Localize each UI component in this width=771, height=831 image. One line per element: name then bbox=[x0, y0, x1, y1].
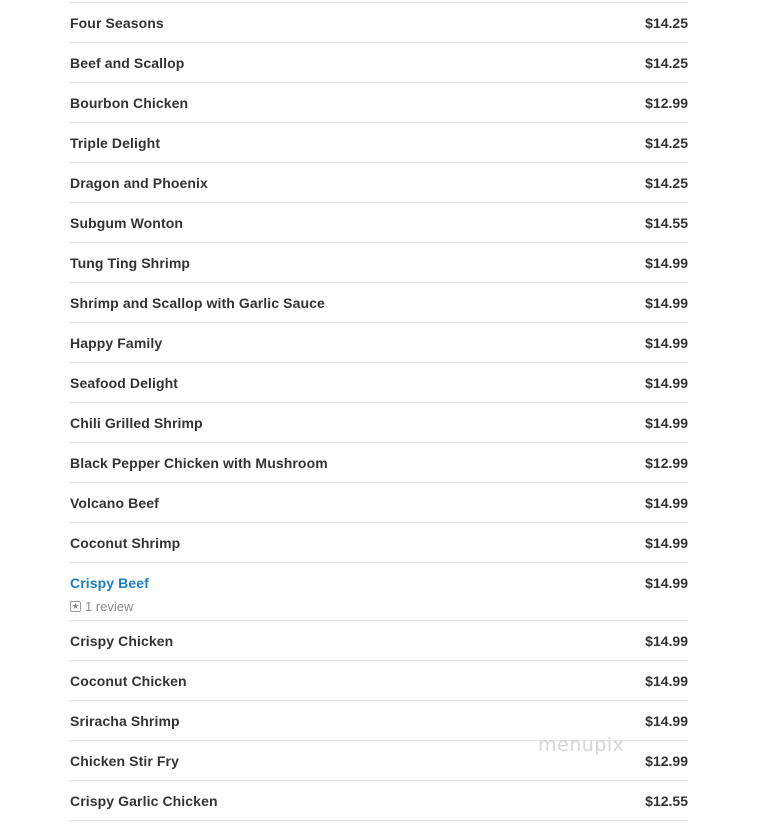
menu-item-row bbox=[69, 243, 688, 283]
menu-item-name: Coconut Chicken bbox=[70, 673, 187, 689]
menu-item-price: $12.55 bbox=[645, 793, 688, 809]
menu-list bbox=[69, 2, 688, 821]
menu-item-price: $14.25 bbox=[645, 55, 688, 71]
menu-item-name: Sriracha Shrimp bbox=[70, 713, 180, 729]
menu-item-name: Tung Ting Shrimp bbox=[70, 255, 191, 271]
menu-item-price: $14.99 bbox=[645, 295, 688, 311]
menupix-watermark: menupix bbox=[538, 734, 625, 756]
menu-item-name: Triple Delight bbox=[70, 135, 161, 151]
menu-item-row bbox=[69, 621, 688, 661]
menu-item-row bbox=[69, 483, 688, 523]
menu-item-name: Happy Family bbox=[70, 335, 163, 351]
menu-item-name: Bourbon Chicken bbox=[70, 95, 189, 111]
menu-item-price: $14.99 bbox=[645, 335, 688, 351]
menu-item-price: $14.25 bbox=[645, 175, 688, 191]
menu-item-price: $14.99 bbox=[645, 633, 688, 649]
menu-item-price: $14.99 bbox=[645, 495, 688, 511]
menu-item-name: Dragon and Phoenix bbox=[70, 175, 208, 191]
menu-item-row bbox=[69, 123, 688, 163]
menu-item-price: $14.99 bbox=[645, 575, 688, 591]
menu-item-price: $14.55 bbox=[645, 215, 688, 231]
menu-item-price: $12.99 bbox=[645, 455, 688, 471]
menu-item-price: $14.99 bbox=[645, 673, 688, 689]
menu-item-row bbox=[69, 203, 688, 243]
menu-item-row bbox=[69, 323, 688, 363]
star-review-icon bbox=[70, 601, 81, 612]
menu-item-name: Four Seasons bbox=[70, 15, 164, 31]
menu-item-row bbox=[69, 563, 688, 621]
menu-item-name: Shrimp and Scallop with Garlic Sauce bbox=[70, 295, 325, 311]
menu-item-name: Chicken Stir Fry bbox=[70, 753, 179, 769]
menu-item-row bbox=[69, 523, 688, 563]
menu-item-name: Seafood Delight bbox=[70, 375, 179, 391]
menu-item-name: Coconut Shrimp bbox=[70, 535, 181, 551]
menu-item-name: Crispy Garlic Chicken bbox=[70, 793, 218, 809]
menu-item-row bbox=[69, 163, 688, 203]
menu-item-price: $14.99 bbox=[645, 415, 688, 431]
menu-item-name: Crispy Chicken bbox=[70, 633, 174, 649]
menu-item-name: Volcano Beef bbox=[70, 495, 159, 511]
menu-item-price: $14.99 bbox=[645, 535, 688, 551]
menu-item-row bbox=[69, 3, 688, 43]
review-count: 1 review bbox=[85, 599, 134, 614]
menu-item-price: $14.99 bbox=[645, 375, 688, 391]
review-link[interactable] bbox=[70, 599, 133, 614]
menu-item-price: $14.25 bbox=[645, 135, 688, 151]
menu-item-row bbox=[69, 283, 688, 323]
menu-item-row bbox=[69, 363, 688, 403]
menu-item-name: Chili Grilled Shrimp bbox=[70, 415, 203, 431]
menu-item-row bbox=[69, 43, 688, 83]
menu-item-name: Black Pepper Chicken with Mushroom bbox=[70, 455, 328, 471]
menu-item-row bbox=[69, 83, 688, 123]
menu-item-row bbox=[69, 403, 688, 443]
menu-item-price: $12.99 bbox=[645, 753, 688, 769]
menu-item-row bbox=[69, 781, 688, 821]
menu-item-price: $14.99 bbox=[645, 713, 688, 729]
menu-item-price: $14.25 bbox=[645, 15, 688, 31]
menu-item-name: Subgum Wonton bbox=[70, 215, 184, 231]
menu-item-link[interactable]: Crispy Beef bbox=[70, 575, 149, 591]
menu-item-row bbox=[69, 443, 688, 483]
menu-item-price: $14.99 bbox=[645, 255, 688, 271]
menu-item-name: Beef and Scallop bbox=[70, 55, 185, 71]
menu-item-price: $12.99 bbox=[645, 95, 688, 111]
menu-item-row bbox=[69, 661, 688, 701]
